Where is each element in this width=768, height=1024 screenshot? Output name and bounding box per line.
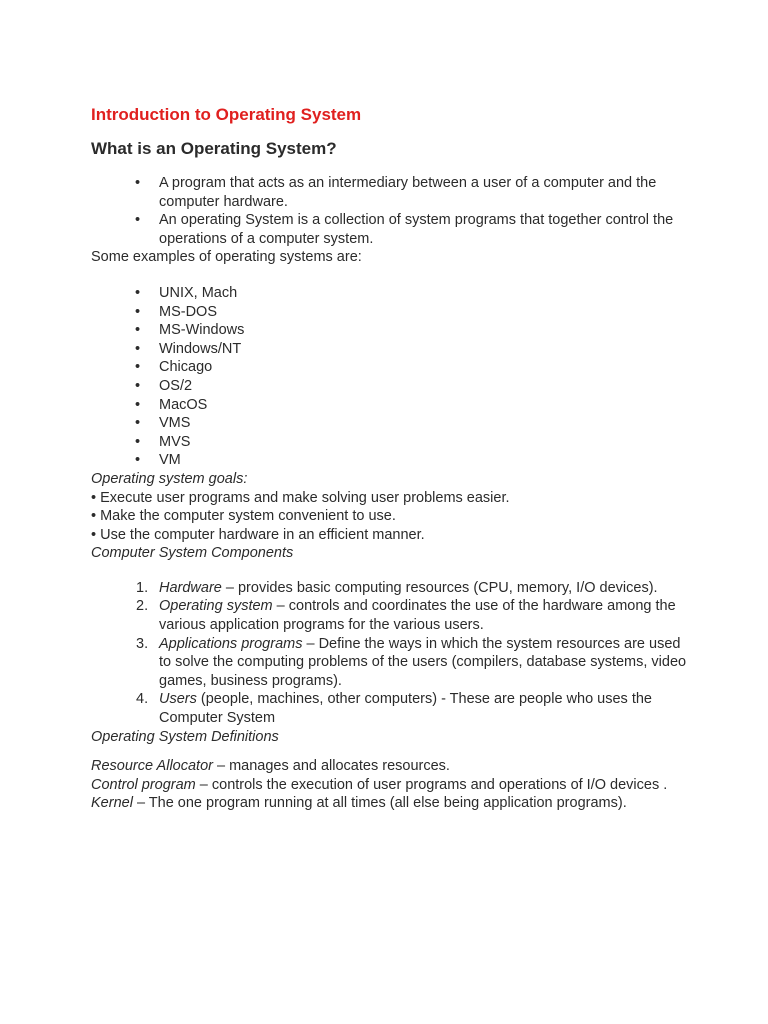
list-item xyxy=(91,579,691,598)
list-number: 2. xyxy=(136,598,149,615)
list-item-text: VMS xyxy=(159,415,191,432)
components-heading: Computer System Components xyxy=(91,545,294,562)
list-item-text: MVS xyxy=(159,433,191,450)
definition-item xyxy=(91,794,691,813)
list-item xyxy=(91,451,691,470)
examples-intro: Some examples of operating systems are: xyxy=(91,249,362,266)
list-item-text: Chicago xyxy=(159,359,213,376)
bullet-glyph: • xyxy=(135,303,141,320)
list-item-text: MacOS xyxy=(159,396,208,413)
bullet-glyph: • xyxy=(135,284,141,301)
section-heading: What is an Operating System? xyxy=(91,139,337,158)
definition-item xyxy=(91,757,691,776)
bullet-glyph: • xyxy=(135,212,141,229)
list-item xyxy=(91,635,691,691)
list-item xyxy=(91,690,691,727)
list-item-text: Windows/NT xyxy=(159,340,242,357)
list-item-text: VM xyxy=(159,452,181,469)
bullet-glyph: • xyxy=(135,340,141,357)
examples-list xyxy=(91,284,691,470)
definition-term: Resource Allocator xyxy=(91,758,213,775)
list-item xyxy=(91,340,691,359)
list-item xyxy=(91,211,691,248)
goal-item: • Use the computer hardware in an efficient manner. xyxy=(91,526,425,543)
list-item xyxy=(91,284,691,303)
component-description: – controls and coordinates the use of the hardware among the various application programs for the various users. xyxy=(159,598,676,634)
list-item xyxy=(91,377,691,396)
list-item-text: MS-DOS xyxy=(159,303,217,320)
component-description: – provides basic computing resources (CPU, memory, I/O devices). xyxy=(221,579,658,596)
component-description: – Define the ways in which the system resources are used to solve the computing problems of the users (compilers, database systems, video games, business programs). xyxy=(159,635,687,689)
list-item xyxy=(91,396,691,415)
document-title: Introduction to Operating System xyxy=(91,105,362,124)
list-item xyxy=(91,597,691,634)
list-number: 3. xyxy=(136,635,149,652)
definition-bullet-list xyxy=(91,174,691,248)
list-item-text: UNIX, Mach xyxy=(159,284,238,301)
definitions-block xyxy=(91,757,691,813)
component-description: (people, machines, other computers) - These are people who uses the Computer System xyxy=(159,691,652,727)
list-item xyxy=(91,174,691,211)
bullet-glyph: • xyxy=(135,175,141,191)
bullet-glyph: • xyxy=(135,396,141,413)
list-item xyxy=(91,303,691,322)
list-item xyxy=(91,414,691,433)
list-number: 1. xyxy=(136,579,149,596)
component-term: Users xyxy=(159,691,197,708)
definition-text: – controls the execution of user programs and operations of I/O devices . xyxy=(195,776,668,793)
goal-item: • Execute user programs and make solving user problems easier. xyxy=(91,489,510,506)
list-item xyxy=(91,433,691,452)
bullet-glyph: • xyxy=(135,322,141,339)
list-number: 4. xyxy=(136,691,149,708)
bullet-glyph: • xyxy=(135,359,141,376)
definition-term: Kernel xyxy=(91,795,133,812)
definition-text: – manages and allocates resources. xyxy=(212,758,450,775)
goals-heading: Operating system goals: xyxy=(91,470,248,487)
list-item xyxy=(91,358,691,377)
document-body xyxy=(91,104,691,813)
list-item xyxy=(91,321,691,340)
component-term: Hardware xyxy=(159,579,222,596)
bullet-glyph: • xyxy=(135,377,141,394)
definition-text: – The one program running at all times (all else being application programs). xyxy=(132,795,627,812)
bullet-glyph: • xyxy=(135,452,141,469)
component-term: Operating system xyxy=(159,598,273,615)
definition-item xyxy=(91,776,691,795)
bullet-glyph: • xyxy=(135,433,141,450)
goal-item: • Make the computer system convenient to use. xyxy=(91,508,396,525)
components-list xyxy=(91,579,691,728)
list-item-text: A program that acts as an intermediary between a user of a computer and the computer hardware. xyxy=(159,175,657,210)
definitions-heading: Operating System Definitions xyxy=(91,728,279,745)
bullet-glyph: • xyxy=(135,415,141,432)
definition-term: Control program xyxy=(91,776,196,793)
list-item-text: OS/2 xyxy=(159,377,193,394)
component-term: Applications programs xyxy=(159,635,303,652)
list-item-text: MS-Windows xyxy=(159,322,245,339)
list-item-text: An operating System is a collection of system programs that together control the operations of a computer system. xyxy=(159,212,674,247)
